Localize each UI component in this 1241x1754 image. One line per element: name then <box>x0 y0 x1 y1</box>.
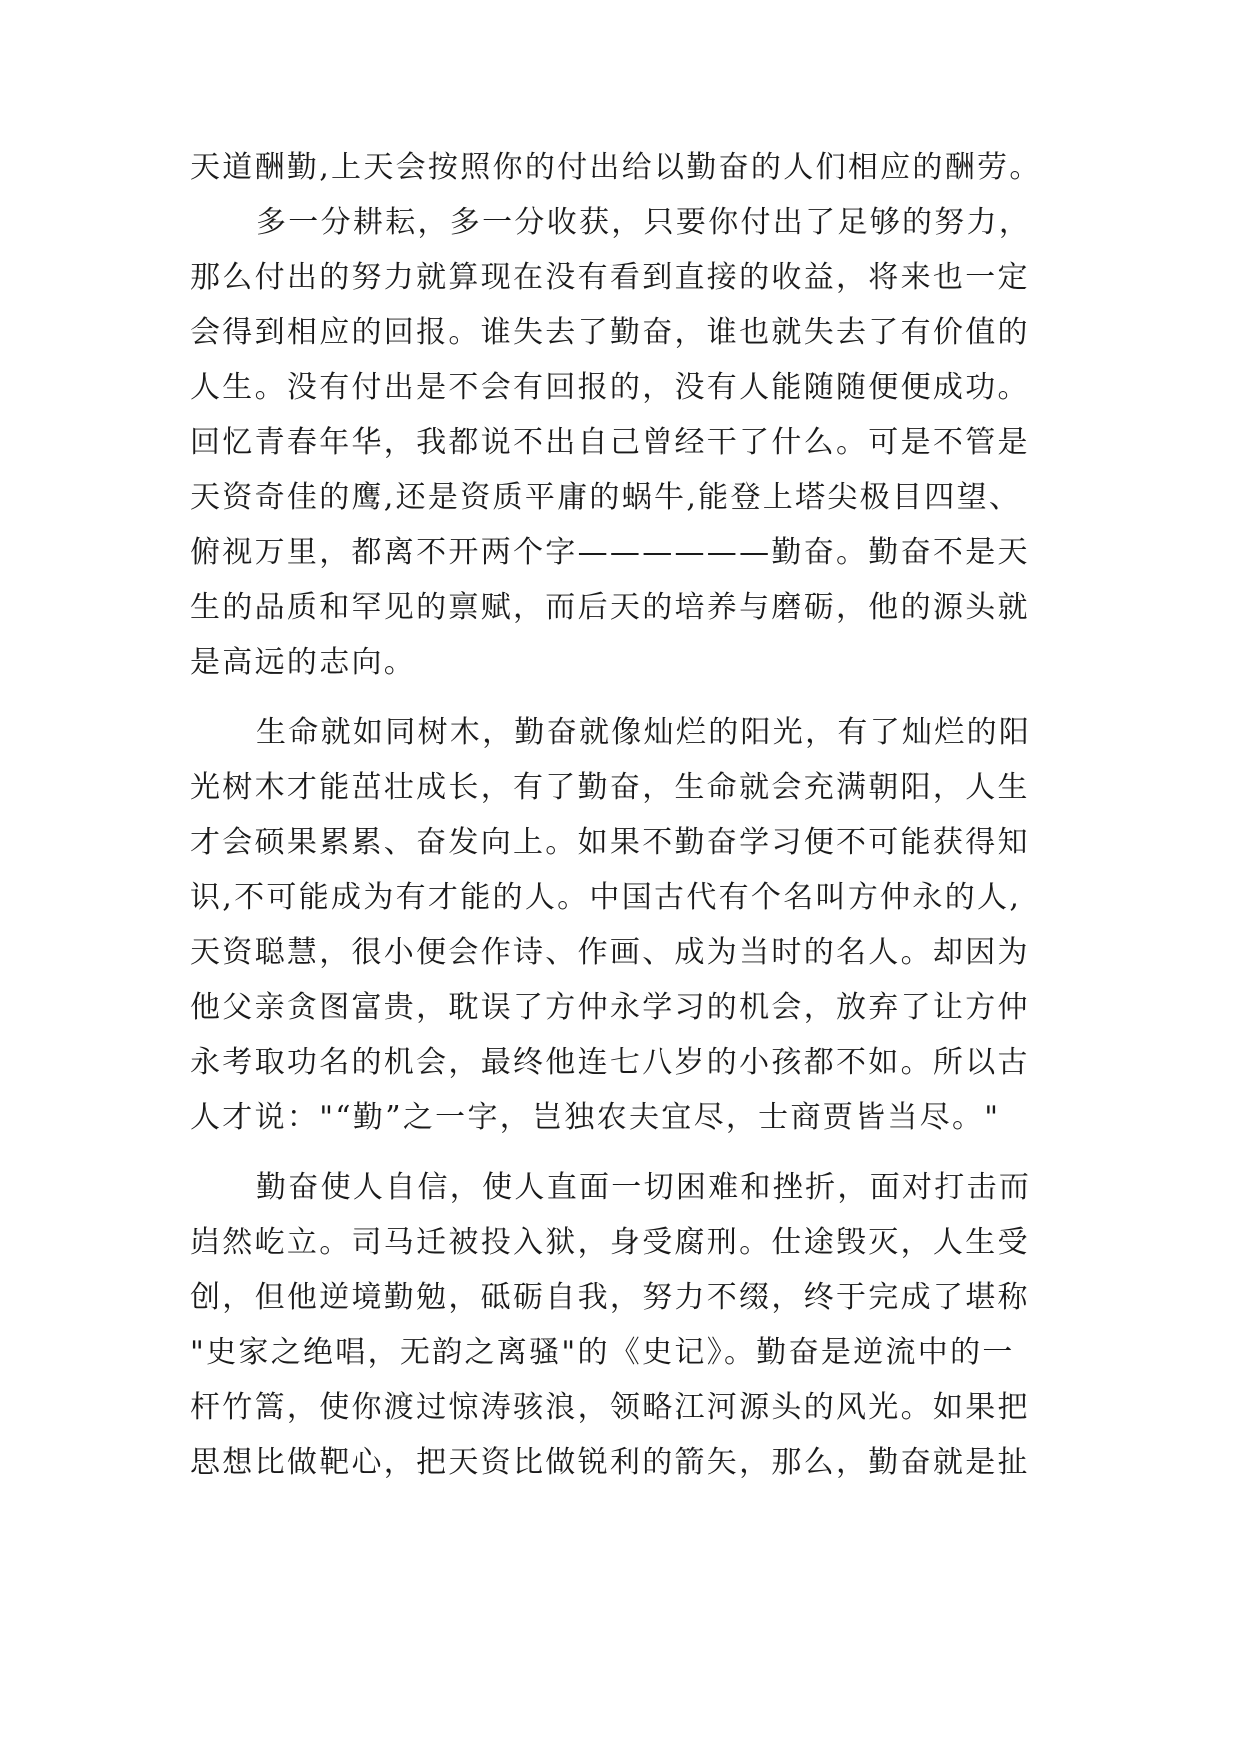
text-line: 天资奇佳的鹰,还是资质平庸的蜗牛,能登上塔尖极目四望、 <box>190 480 1022 515</box>
text-line: 那么付出的努力就算现在没有看到直接的收益，将来也一定 <box>190 260 1030 295</box>
text-line: 俯视万里，都离不开两个字——————勤奋。勤奋不是天 <box>190 535 1030 570</box>
text-line: 人生。没有付出是不会有回报的，没有人能随随便便成功。 <box>190 370 1030 405</box>
text-line: 识,不可能成为有才能的人。中国古代有个名叫方仲永的人, <box>190 880 1022 915</box>
text-line: "史家之绝唱，无韵之离骚"的《史记》。勤奋是逆流中的一 <box>190 1335 1015 1370</box>
text-line: 光树木才能茁壮成长，有了勤奋，生命就会充满朝阳，人生 <box>190 770 1030 805</box>
text-line: 生命就如同树木，勤奋就像灿烂的阳光，有了灿烂的阳 <box>256 715 1032 750</box>
text-line: 岿然屹立。司马迁被投入狱，身受腐刑。仕途毁灭，人生受 <box>190 1225 1030 1260</box>
text-line: 生的品质和罕见的禀赋，而后天的培养与磨砺，他的源头就 <box>190 590 1030 625</box>
text-line: 杆竹篙，使你渡过惊涛骇浪，领略江河源头的风光。如果把 <box>190 1390 1030 1425</box>
text-line: 思想比做靶心，把天资比做锐利的箭矢，那么，勤奋就是扯 <box>190 1445 1030 1480</box>
text-line: 多一分耕耘，多一分收获，只要你付出了足够的努力， <box>256 205 1032 240</box>
text-line: 人才说："“勤”之一字，岂独农夫宜尽，士商贾皆当尽。" <box>190 1100 1001 1135</box>
text-line: 才会硕果累累、奋发向上。如果不勤奋学习便不可能获得知 <box>190 825 1030 860</box>
text-line: 创，但他逆境勤勉，砥砺自我，努力不缀，终于完成了堪称 <box>190 1280 1030 1315</box>
text-line: 回忆青春年华，我都说不出自己曾经干了什么。可是不管是 <box>190 425 1030 460</box>
text-line: 天资聪慧，很小便会作诗、作画、成为当时的名人。却因为 <box>190 935 1030 970</box>
text-line: 会得到相应的回报。谁失去了勤奋，谁也就失去了有价值的 <box>190 315 1030 350</box>
text-line: 天道酬勤,上天会按照你的付出给以勤奋的人们相应的酬劳。 <box>190 150 1042 185</box>
text-line: 勤奋使人自信，使人直面一切困难和挫折，面对打击而 <box>256 1170 1032 1205</box>
text-line: 永考取功名的机会，最终他连七八岁的小孩都不如。所以古 <box>190 1045 1030 1080</box>
text-line: 他父亲贪图富贵，耽误了方仲永学习的机会，放弃了让方仲 <box>190 990 1030 1025</box>
text-line: 是高远的志向。 <box>190 645 417 680</box>
